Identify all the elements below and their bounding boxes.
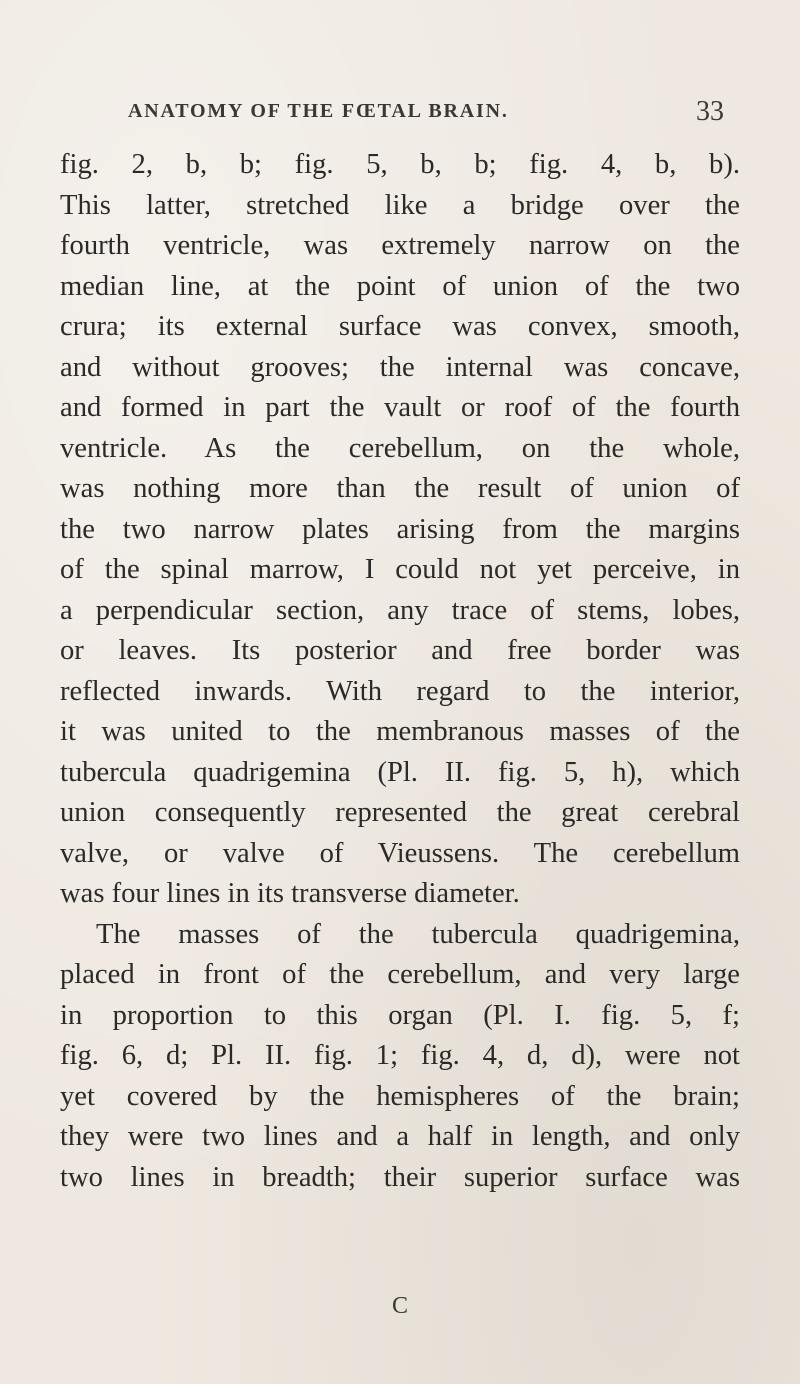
text-line: fig. 6, d; Pl. II. fig. 1; fig. 4, d, d), were not (60, 1040, 740, 1071)
text-line: union consequently represented the great cerebral (60, 797, 740, 828)
text-line: it was united to the membranous masses of the (60, 716, 740, 747)
text-line: yet covered by the hemispheres of the brain; (60, 1080, 740, 1112)
text-line: valve, or valve of Vieussens. The cerebellum (60, 837, 740, 869)
text-line: reflected inwards. With regard to the interior, (60, 675, 740, 707)
text-line: fourth ventricle, was extremely narrow on the (60, 230, 740, 261)
text-line: This latter, stretched like a bridge over the (60, 189, 740, 221)
text-line: was four lines in its transverse diameter. (60, 878, 520, 909)
text-line: two lines in breadth; their superior surface was (60, 1161, 740, 1193)
text-line: tubercula quadrigemina (Pl. II. fig. 5, h), which (60, 756, 740, 788)
text-line: or leaves. Its posterior and free border was (60, 635, 740, 666)
text-line: they were two lines and a half in length, and only (60, 1121, 740, 1152)
text-line: crura; its external surface was convex, smooth, (60, 311, 740, 342)
running-title: ANATOMY OF THE FŒTAL BRAIN. (128, 100, 509, 122)
text-line: fig. 2, b, b; fig. 5, b, b; fig. 4, b, b). (60, 149, 740, 180)
body-text (60, 145, 740, 1198)
text-line: the two narrow plates arising from the margins (60, 513, 740, 545)
text-line: and without grooves; the internal was concave, (60, 351, 740, 383)
text-line: ventricle. As the cerebellum, on the whole, (60, 432, 740, 464)
running-head (128, 96, 732, 136)
text-line: median line, at the point of union of the two (60, 270, 740, 302)
text-line: a perpendicular section, any trace of stems, lobes, (60, 594, 740, 626)
text-line: and formed in part the vault or roof of the fourth (60, 392, 740, 423)
page-number: 33 (696, 96, 724, 127)
text-line: was nothing more than the result of union of (60, 473, 740, 504)
text-line: The masses of the tubercula quadrigemina, (96, 918, 740, 950)
text-line: of the spinal marrow, I could not yet perceive, in (60, 554, 740, 585)
text-line: in proportion to this organ (Pl. I. fig. 5, f; (60, 999, 740, 1031)
signature-mark: C (391, 1293, 408, 1319)
text-line: placed in front of the cerebellum, and very large (60, 959, 740, 990)
